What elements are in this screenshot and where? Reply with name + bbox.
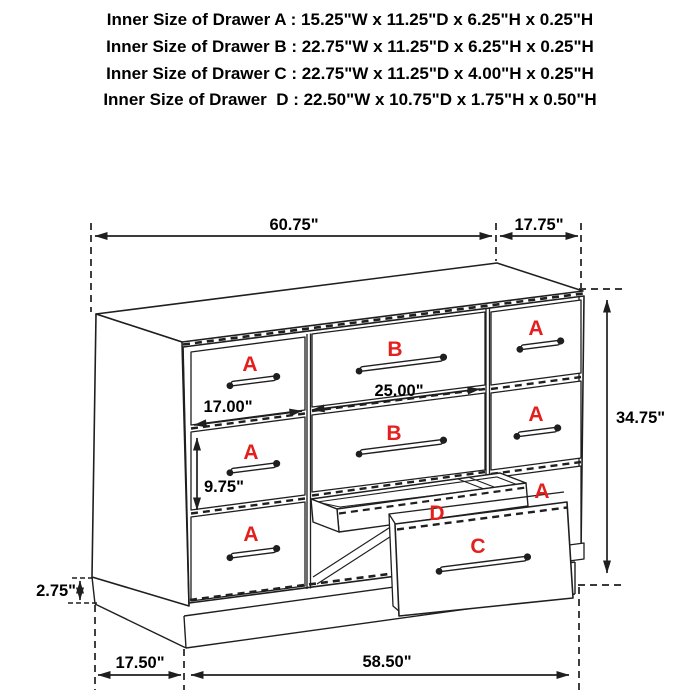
dimension-label-top-depth: 17.75"	[514, 216, 564, 234]
plinth-corner	[184, 616, 186, 648]
dimension-label-top-width: 60.75"	[269, 216, 319, 234]
dimension-label-drawer-a-width: 17.00"	[203, 398, 253, 416]
drawer-letter-label: A	[528, 403, 544, 426]
drawer-letter-label: A	[528, 317, 544, 340]
drawer-letter-label: A	[534, 480, 550, 503]
dimension-label-drawer-b-width: 25.00"	[374, 382, 424, 400]
spec-line-drawer-b: Inner Size of Drawer B : 22.75"W x 11.25"D x 6.25"H x 0.25"H	[106, 36, 594, 56]
dimension-label-drawer-a-height: 9.75"	[204, 478, 244, 496]
drawer-letter-label: B	[386, 422, 402, 445]
cabinet-side-panel	[92, 314, 189, 606]
drawer-letter-label: A	[242, 353, 258, 376]
dimension-label-base-width: 58.50"	[362, 653, 412, 671]
dimension-label-base-height: 2.75"	[36, 582, 76, 600]
spec-line-drawer-c: Inner Size of Drawer C : 22.75"W x 11.25"D x 4.00"H x 0.25"H	[106, 63, 594, 83]
drawer-letter-label: D	[429, 502, 445, 525]
dimension-label-overall-height: 34.75"	[616, 409, 666, 427]
drawer-front-a4	[491, 300, 581, 385]
drawer-letter-label: B	[387, 338, 403, 361]
spec-line-drawer-d: Inner Size of Drawer D : 22.50"W x 10.75"D x 1.75"H x 0.50"H	[103, 90, 597, 110]
drawer-letter-label: A	[243, 523, 259, 546]
spec-line-drawer-a: Inner Size of Drawer A : 15.25"W x 11.25"D x 6.25"H x 0.25"H	[106, 10, 594, 29]
dimension-label-base-left-depth: 17.50"	[115, 654, 165, 672]
plinth-left-edge	[92, 577, 95, 604]
drawer-letter-label: C	[470, 535, 486, 558]
plinth-bottom-left	[95, 604, 186, 648]
drawer-letter-label: A	[243, 441, 259, 464]
